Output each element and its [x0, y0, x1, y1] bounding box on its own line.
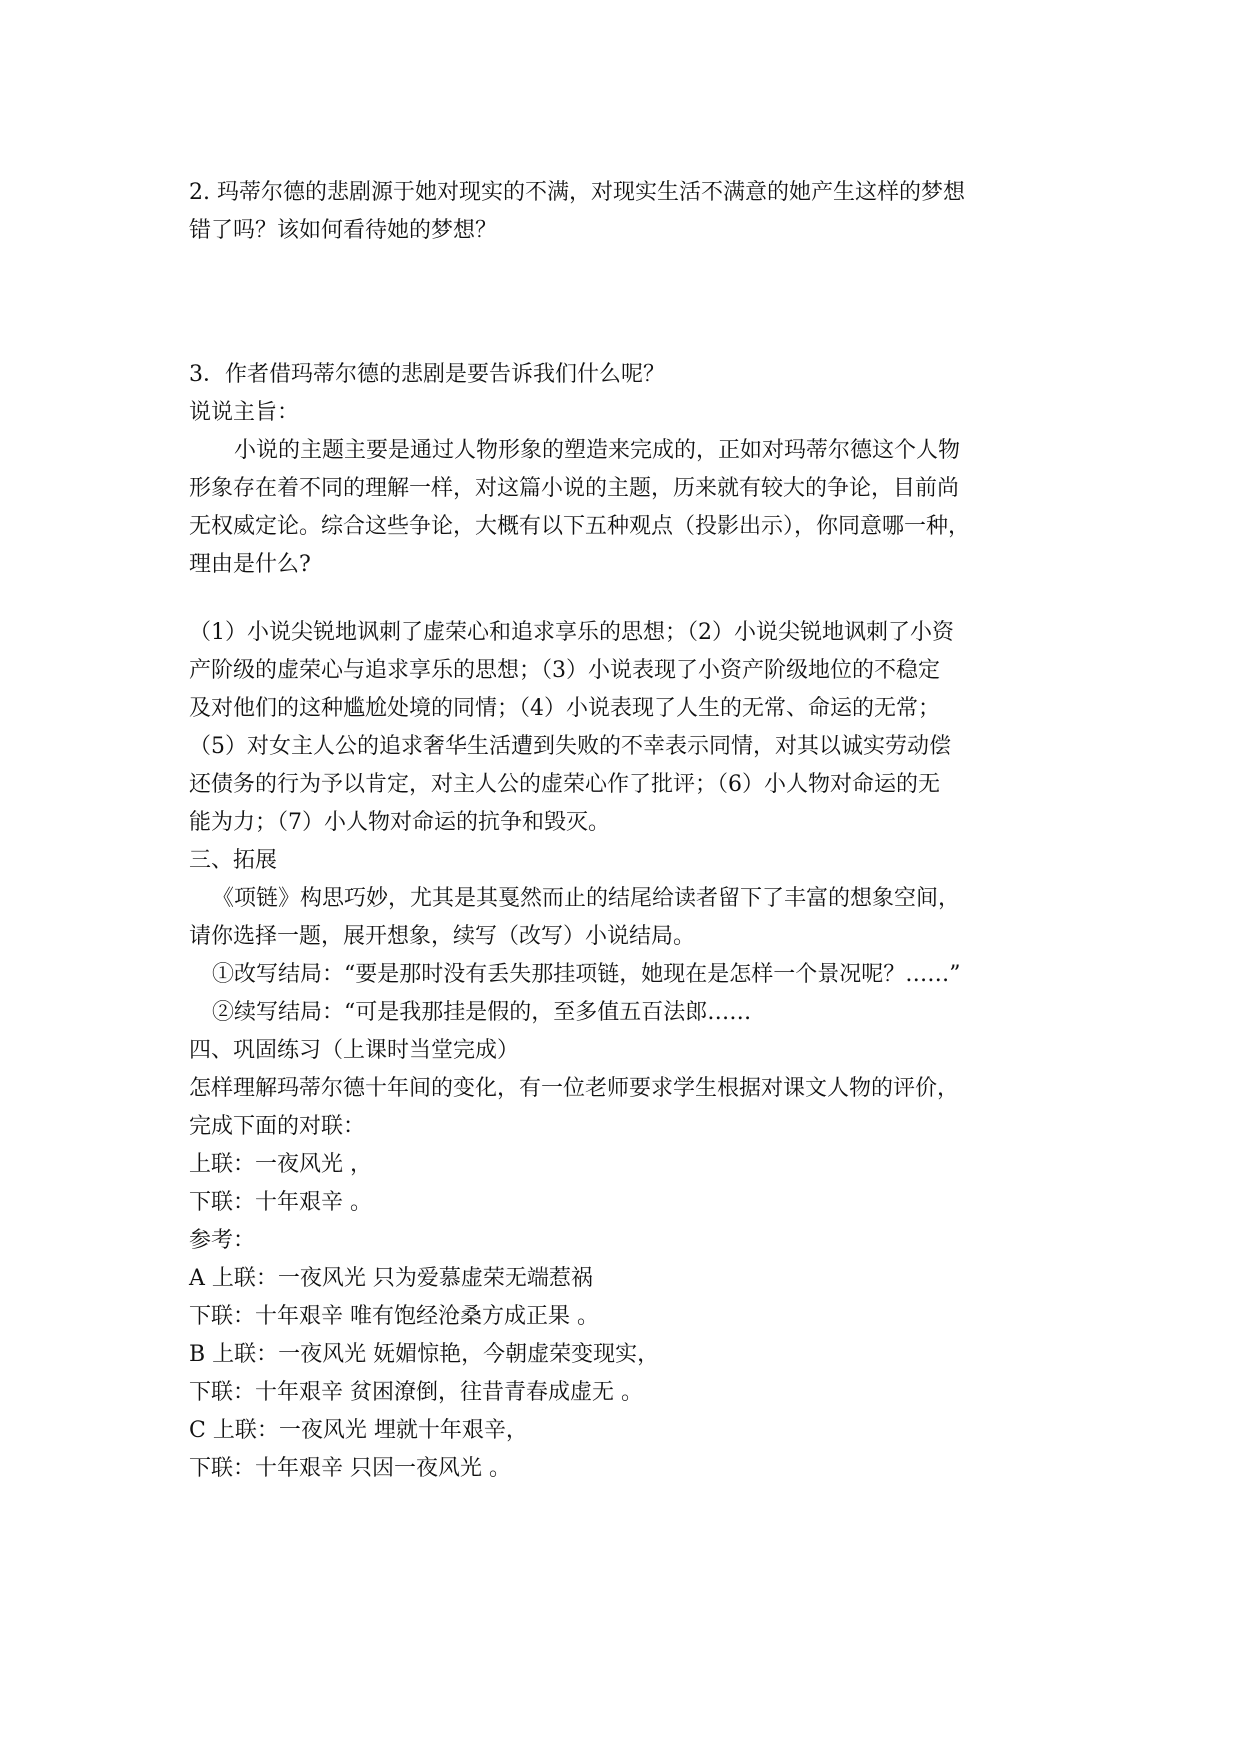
reference-line: C 上联：一夜风光 埋就十年艰辛，: [189, 1418, 528, 1443]
theme-paragraph-line: 小说的主题主要是通过人物形象的塑造来完成的，正如对玛蒂尔德这个人物: [234, 438, 961, 463]
theme-paragraph-line: 形象存在着不同的理解一样，对这篇小说的主题，历来就有较大的争论，目前尚: [189, 476, 960, 501]
reference-line: 下联：十年艰辛 贫困潦倒，往昔青春成虚无 。: [189, 1380, 643, 1405]
reference-line: A 上联：一夜风光 只为爱慕虚荣无端惹祸: [189, 1266, 593, 1291]
reference-line: 下联：十年艰辛 只因一夜风光 。: [189, 1456, 511, 1481]
viewpoint-line: 及对他们的这种尴尬处境的同情；（4）小说表现了人生的无常、命运的无常；: [189, 696, 940, 721]
exercise-intro-line: 怎样理解玛蒂尔德十年间的变化，有一位老师要求学生根据对课文人物的评价，: [189, 1076, 960, 1101]
reference-label: 参考：: [189, 1228, 256, 1253]
viewpoint-line: 还债务的行为予以肯定，对主人公的虚荣心作了批评；（6）小人物对命运的无: [189, 772, 940, 797]
theme-paragraph-line: 无权威定论。综合这些争论，大概有以下五种观点（投影出示），你同意哪一种，: [189, 514, 971, 539]
section-3-heading: 三、拓展: [189, 848, 278, 873]
question-2-line-1: 2. 玛蒂尔德的悲剧源于她对现实的不满，对现实生活不满意的她产生这样的梦想: [189, 180, 965, 205]
section-4-heading: 四、巩固练习（上课时当堂完成）: [189, 1038, 520, 1063]
theme-label: 说说主旨：: [189, 400, 300, 425]
question-3: 3．作者借玛蒂尔德的悲剧是要告诉我们什么呢？: [189, 362, 665, 387]
rewrite-option: ①改写结局：“要是那时没有丢失那挂项链，她现在是怎样一个景况呢？……”: [212, 962, 961, 987]
exercise-intro-line: 完成下面的对联：: [189, 1114, 366, 1139]
viewpoint-line: （1）小说尖锐地讽刺了虚荣心和追求享乐的思想；（2）小说尖锐地讽刺了小资: [189, 620, 954, 645]
extension-paragraph-line: 请你选择一题，展开想象，续写（改写）小说结局。: [189, 924, 696, 949]
question-2-line-2: 错了吗？该如何看待她的梦想？: [189, 218, 498, 243]
couplet-lower: 下联：十年艰辛 。: [189, 1190, 372, 1215]
extension-paragraph-line: 《项链》构思巧妙，尤其是其戛然而止的结尾给读者留下了丰富的想象空间，: [212, 886, 961, 911]
reference-line: 下联：十年艰辛 唯有饱经沧桑方成正果 。: [189, 1304, 599, 1329]
viewpoint-line: （5）对女主人公的追求奢华生活遭到失败的不幸表示同情，对其以诚实劳动偿: [189, 734, 951, 759]
viewpoint-line: 产阶级的虚荣心与追求享乐的思想；（3）小说表现了小资产阶级地位的不稳定: [189, 658, 940, 683]
couplet-upper: 上联：一夜风光 ，: [189, 1152, 372, 1177]
theme-paragraph-line: 理由是什么?: [189, 552, 311, 577]
reference-line: B 上联：一夜风光 妩媚惊艳，今朝虚荣变现实，: [189, 1342, 660, 1367]
viewpoint-line: 能为力；（7）小人物对命运的抗争和毁灭。: [189, 810, 610, 835]
continue-option: ②续写结局：“可是我那挂是假的，至多值五百法郎……: [212, 1000, 752, 1025]
